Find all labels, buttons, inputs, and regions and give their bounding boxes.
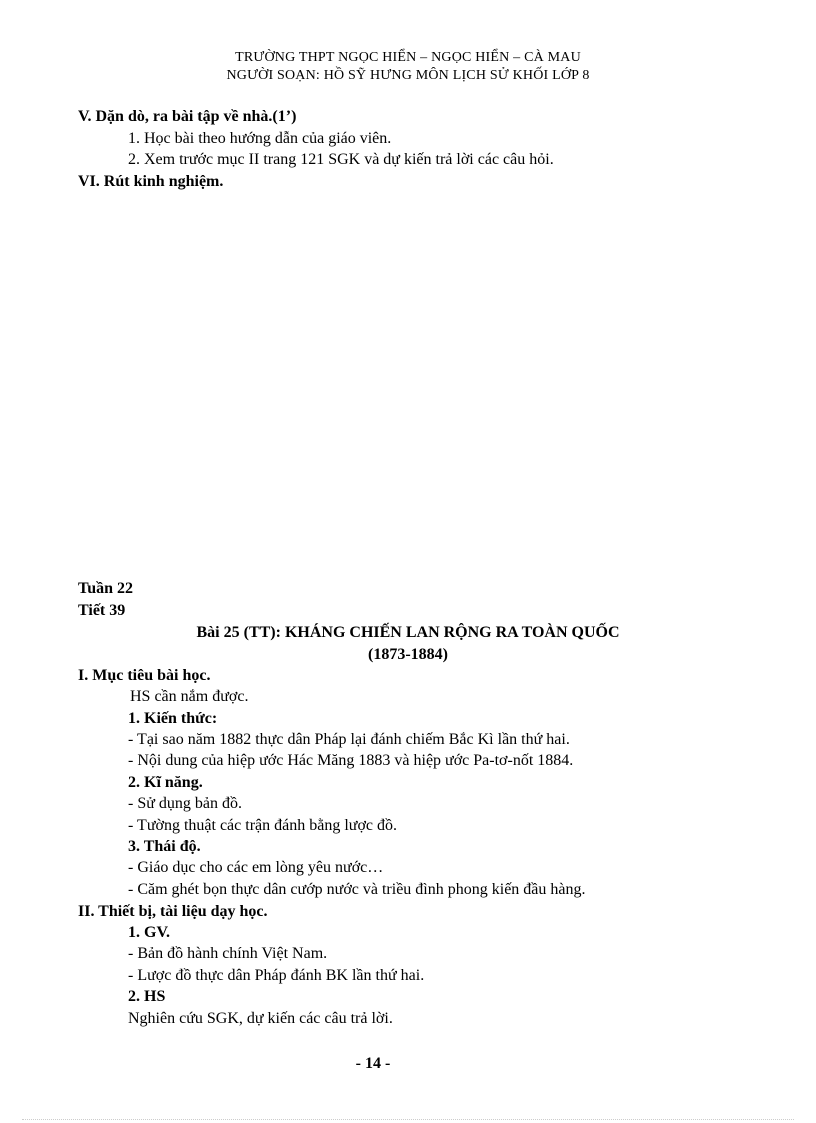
subsection-title: 1. Kiến thức: xyxy=(128,710,218,727)
page-number: - 14 - xyxy=(355,1055,391,1072)
list-item: - Tại sao năm 1882 thực dân Pháp lại đánh chiếm Bắc Kì lần thứ hai. xyxy=(128,731,570,748)
subsection-title: 2. Kĩ năng. xyxy=(128,774,203,791)
section-title: I. Mục tiêu bài học. xyxy=(78,667,211,684)
header-school: TRƯỜNG THPT NGỌC HIỂN – NGỌC HIỂN – CÀ MAU xyxy=(235,50,581,65)
period-label: Tiết 39 xyxy=(78,602,126,619)
list-item: - Căm ghét bọn thực dân cướp nước và triều đình phong kiến đầu hàng. xyxy=(128,881,586,898)
lesson-title: Bài 25 (TT): KHÁNG CHIẾN LAN RỘNG RA TOÀN QUỐC xyxy=(196,624,620,641)
list-item: - Nội dung của hiệp ước Hác Măng 1883 và hiệp ước Pa-tơ-nốt 1884. xyxy=(128,752,574,769)
subsection-title: 2. HS xyxy=(128,988,166,1005)
lesson-years: (1873-1884) xyxy=(368,646,448,663)
list-item: - Tường thuật các trận đánh bằng lược đồ. xyxy=(128,817,397,834)
section-title: V. Dặn dò, ra bài tập về nhà.(1’) xyxy=(78,108,297,125)
body-text: Nghiên cứu SGK, dự kiến các câu trả lời. xyxy=(128,1010,393,1027)
subsection-title: 1. GV. xyxy=(128,924,170,941)
list-item: 2. Xem trước mục II trang 121 SGK và dự kiến trả lời các câu hỏi. xyxy=(128,151,554,168)
section-title: II. Thiết bị, tài liệu dạy học. xyxy=(78,903,268,920)
list-item: - Bản đồ hành chính Việt Nam. xyxy=(128,945,328,962)
footer-divider xyxy=(22,1119,794,1120)
intro-text: HS cần nắm được. xyxy=(130,688,249,705)
subsection-title: 3. Thái độ. xyxy=(128,838,201,855)
list-item: - Sử dụng bản đồ. xyxy=(128,795,242,812)
section-title: VI. Rút kinh nghiệm. xyxy=(78,173,224,190)
week-label: Tuần 22 xyxy=(78,580,133,597)
list-item: - Lược đồ thực dân Pháp đánh BK lần thứ hai. xyxy=(128,967,425,984)
list-item: - Giáo dục cho các em lòng yêu nước… xyxy=(128,859,384,876)
list-item: 1. Học bài theo hướng dẫn của giáo viên. xyxy=(128,130,392,147)
header-author: NGƯỜI SOẠN: HỒ SỸ HƯNG MÔN LỊCH SỬ KHỐI LỚP 8 xyxy=(226,68,590,83)
